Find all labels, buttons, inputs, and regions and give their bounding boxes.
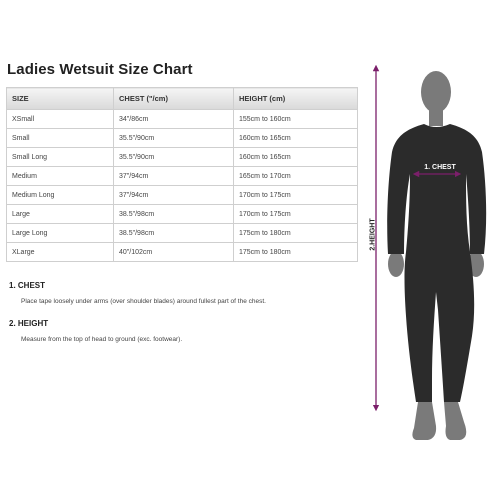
neck-shape: [429, 108, 443, 126]
height-cell: 160cm to 165cm: [234, 129, 358, 148]
page-title: Ladies Wetsuit Size Chart: [7, 61, 193, 78]
height-note-text: Measure from the top of head to ground (exc. footwear).: [21, 336, 183, 343]
height-cell: 165cm to 170cm: [234, 167, 358, 186]
chest-cell: 40"/102cm: [114, 243, 234, 262]
height-cell: 175cm to 180cm: [234, 243, 358, 262]
size-cell: Medium Long: [7, 186, 114, 205]
right-foot-shape: [444, 402, 466, 440]
head-shape: [421, 71, 451, 113]
column-header-chest: CHEST ("/cm): [114, 88, 234, 110]
chest-cell: 37"/94cm: [114, 186, 234, 205]
table-row: [7, 129, 358, 148]
height-note-heading: 2. HEIGHT: [9, 319, 49, 328]
table-row: [7, 224, 358, 243]
table-row: [7, 186, 358, 205]
chest-measure-label: 1. CHEST: [424, 164, 456, 171]
chest-cell: 35.5"/90cm: [114, 129, 234, 148]
column-header-height: HEIGHT (cm): [234, 88, 358, 110]
height-cell: 175cm to 180cm: [234, 224, 358, 243]
chest-note-heading: 1. CHEST: [9, 281, 46, 290]
chest-cell: 37"/94cm: [114, 167, 234, 186]
size-cell: Small Long: [7, 148, 114, 167]
height-cell: 170cm to 175cm: [234, 186, 358, 205]
table-row: [7, 148, 358, 167]
chest-cell: 38.5"/98cm: [114, 224, 234, 243]
table-row: [7, 205, 358, 224]
column-header-size: SIZE: [7, 88, 114, 110]
size-cell: Large Long: [7, 224, 114, 243]
height-cell: 170cm to 175cm: [234, 205, 358, 224]
table-row: [7, 167, 358, 186]
chest-cell: 38.5"/98cm: [114, 205, 234, 224]
size-cell: Small: [7, 129, 114, 148]
left-hand-shape: [388, 251, 404, 277]
size-cell: XLarge: [7, 243, 114, 262]
left-foot-shape: [412, 402, 436, 440]
woman-figure: [387, 71, 486, 440]
size-cell: Medium: [7, 167, 114, 186]
chest-cell: 34"/86cm: [114, 110, 234, 129]
table-row: [7, 110, 358, 129]
table-row: [7, 243, 358, 262]
size-cell: XSmall: [7, 110, 114, 129]
table-header-row: [7, 88, 358, 110]
height-cell: 160cm to 165cm: [234, 148, 358, 167]
chest-cell: 35.5"/90cm: [114, 148, 234, 167]
size-chart-table: [6, 87, 358, 262]
chest-note-text: Place tape loosely under arms (over shoulder blades) around fullest part of the chest.: [21, 298, 266, 305]
wetsuit-figure-illustration: [360, 40, 496, 496]
height-measure-label: 2.HEIGHT: [369, 218, 377, 251]
size-cell: Large: [7, 205, 114, 224]
height-cell: 155cm to 160cm: [234, 110, 358, 129]
